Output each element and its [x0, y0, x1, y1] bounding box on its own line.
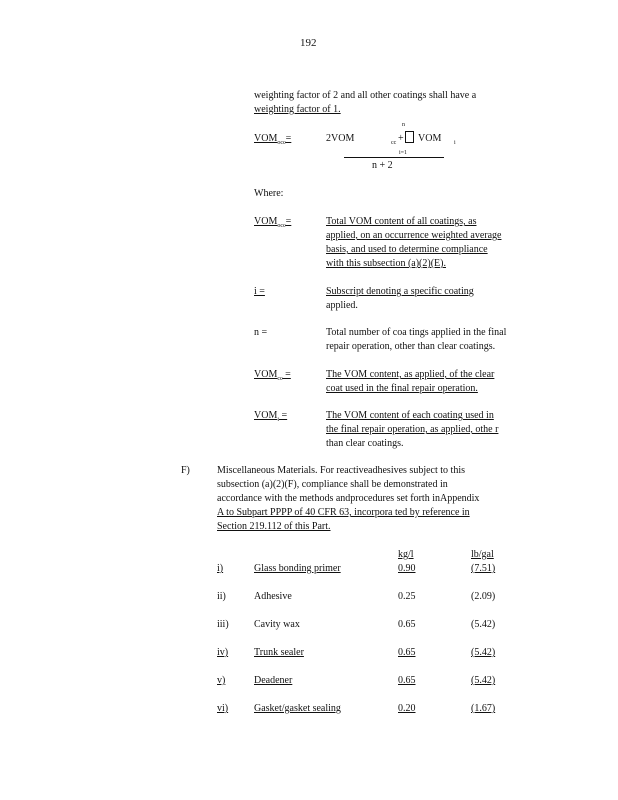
table-row-lb: (5.42): [471, 647, 496, 658]
table-row-kg: 0.65: [398, 675, 416, 686]
definition-line: with this subsection (a)(2)(E).: [326, 258, 446, 269]
section-f-line: Miscellaneous Materials. For reactiveadhesives subject to this: [217, 465, 465, 476]
table-row-name: Adhesive: [254, 591, 292, 602]
definition-line: than clear coatings.: [326, 438, 404, 449]
table-row-number: ii): [217, 591, 226, 602]
formula-vom-i: VOM: [418, 133, 442, 144]
table-row-kg: 0.90: [398, 563, 416, 574]
definition-line: The VOM content, as applied, of the clear: [326, 369, 495, 380]
table-row-name: Gasket/gasket sealing: [254, 703, 341, 714]
sigma-icon: [405, 131, 414, 143]
table-row-lb: (5.42): [471, 619, 496, 630]
table-row-kg: 0.25: [398, 591, 416, 602]
page-number: 192: [300, 37, 317, 49]
definition-line: Total number of coa tings applied in the final: [326, 327, 507, 338]
table-row-number: i): [217, 563, 224, 574]
definition-line: applied.: [326, 300, 358, 311]
definition-line: coat used in the final repair operation.: [326, 383, 478, 394]
table-row-lb: (2.09): [471, 591, 496, 602]
formula-numerator-sub: cc: [391, 140, 397, 146]
section-f-line: accordance with the methods andprocedures set forth inAppendix: [217, 493, 480, 504]
column-header-kg-per-l: kg/l: [398, 549, 414, 560]
intro-line-1: weighting factor of 2 and all other coatings shall have a: [254, 90, 477, 101]
table-row-number: iii): [217, 619, 229, 630]
definition-line: the final repair operation, as applied, othe r: [326, 424, 499, 435]
formula-sigma-sup: n: [402, 122, 405, 128]
definition-term-n: n =: [254, 327, 268, 338]
table-row-number: vi): [217, 703, 229, 714]
formula-lhs: $VOM_{occ}=$: [254, 133, 292, 146]
formula-sigma-sub: i=1: [399, 150, 408, 156]
table-row-lb: (1.67): [471, 703, 496, 714]
section-f-label: F): [181, 465, 190, 476]
definition-line: basis, and used to determine compliance: [326, 244, 488, 255]
definition-term-vom-occ: $VOM_{occ}=$: [254, 216, 292, 229]
definition-term-vom-i: $VOM_i$ =: [254, 410, 288, 423]
definition-line: repair operation, other than clear coatings.: [326, 341, 496, 352]
table-row-name: Trunk sealer: [254, 647, 304, 658]
table-row-number: v): [217, 675, 226, 686]
definition-term-i: i =: [254, 286, 265, 297]
definition-line: The VOM content of each coating used in: [326, 410, 494, 421]
intro-line-2: weighting factor of 1.: [254, 104, 341, 115]
table-row-number: iv): [217, 647, 229, 658]
column-header-lb-per-gal: lb/gal: [471, 549, 494, 560]
formula-plus: +: [398, 133, 404, 144]
definition-term-vom-cc: $VOM_{cc}$ =: [254, 369, 291, 382]
definition-line: Subscript denoting a specific coating: [326, 286, 474, 297]
table-row-kg: 0.65: [398, 647, 416, 658]
formula-vom-i-sub: i: [454, 140, 456, 146]
where-label: Where:: [254, 188, 284, 199]
formula-fraction-bar: [344, 157, 444, 158]
section-f-line: subsection (a)(2)(F), compliance shall be demonstrated in: [217, 479, 448, 490]
definition-line: applied, on an occurrence weighted average: [326, 230, 502, 241]
table-row-kg: 0.65: [398, 619, 416, 630]
formula-numerator-main: 2VOM: [326, 133, 355, 144]
definition-line: Total VOM content of all coatings, as: [326, 216, 477, 227]
table-row-lb: (7.51): [471, 563, 496, 574]
table-row-kg: 0.20: [398, 703, 416, 714]
table-row-lb: (5.42): [471, 675, 496, 686]
formula-denominator: n + 2: [372, 160, 393, 171]
table-row-name: Glass bonding primer: [254, 563, 341, 574]
section-f-line: Section 219.112 of this Part.: [217, 521, 331, 532]
section-f-line: A to Subpart PPPP of 40 CFR 63, incorpora ted by reference in: [217, 507, 470, 518]
table-row-name: Cavity wax: [254, 619, 300, 630]
table-row-name: Deadener: [254, 675, 293, 686]
